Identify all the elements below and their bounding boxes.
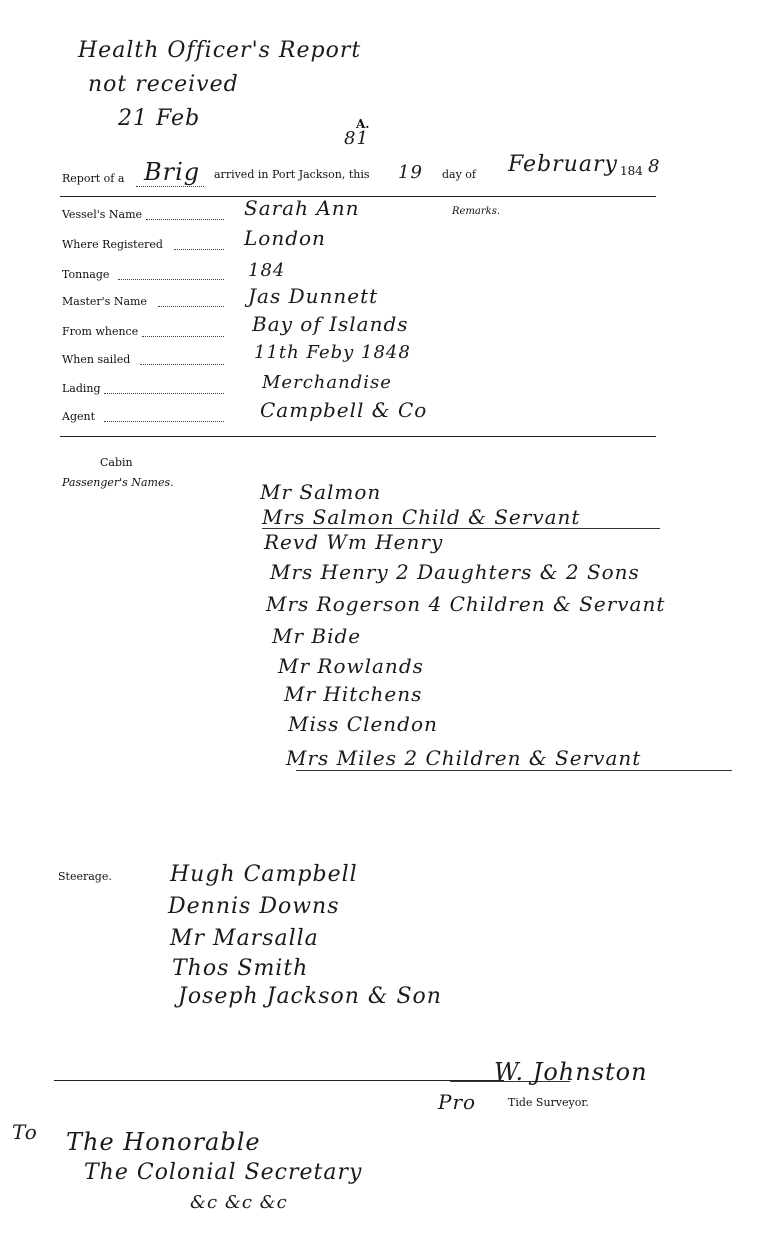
cabin-passenger: Mrs Miles 2 Children & Servant [286,746,642,770]
cabin-passenger: Mr Bide [272,624,362,648]
fields-rule [60,436,656,437]
field-value-from-whence: Bay of Islands [252,312,409,336]
steerage-passenger: Hugh Campbell [170,862,358,887]
field-dots [146,219,224,220]
signature-pro: Pro [438,1090,477,1114]
address-line1: The Honorable [66,1128,261,1156]
health-officer-note-line2: not received [88,72,239,97]
field-label-masters-name: Master's Name [62,295,147,308]
field-value-tonnage: 184 [248,260,286,281]
field-value-lading: Merchandise [262,372,392,393]
field-dots [118,279,224,280]
field-label-vessel-name: Vessel's Name [62,208,143,221]
signature-rule [54,1080,504,1081]
signature-title: Tide Surveyor. [508,1096,589,1109]
underline-stroke [296,770,732,771]
steerage-passenger: Mr Marsalla [170,926,319,951]
field-dots [140,364,224,365]
address-line2: The Colonial Secretary [84,1160,363,1185]
field-dots [104,393,224,394]
cabin-passenger: Revd Wm Henry [264,530,444,554]
field-value-when-sailed: 11th Feby 1848 [254,342,411,363]
field-label-tonnage: Tonnage [62,268,110,281]
field-label-when-sailed: When sailed [62,353,131,366]
address-line3: &c &c &c [190,1192,288,1213]
cabin-passenger: Mr Rowlands [278,654,424,678]
cabin-passenger: Miss Clendon [288,712,438,736]
report-of-label: Report of a [62,172,125,185]
vessel-type-dotline [136,186,204,187]
year-prefix: 184 [620,164,643,178]
arrival-month: February [508,152,618,177]
cabin-passenger: Mr Salmon [260,480,382,504]
field-label-where-registered: Where Registered [62,238,163,251]
steerage-passenger: Thos Smith [172,956,309,981]
form-code: A. [356,117,370,131]
remarks-label: Remarks. [452,206,501,217]
field-value-agent: Campbell & Co [260,398,428,422]
arrived-label: arrived in Port Jackson, this [214,168,370,181]
cabin-passenger: Mr Hitchens [284,682,423,706]
steerage-label: Steerage. [58,870,112,883]
field-value-masters-name: Jas Dunnett [248,284,379,308]
field-label-agent: Agent [62,410,95,423]
cabin-passenger: Mrs Henry 2 Daughters & 2 Sons [270,560,640,584]
field-dots [104,421,224,422]
signature-name: W. Johnston [494,1058,648,1086]
address-to: To [12,1120,38,1144]
vessel-type: Brig [144,158,201,186]
field-label-lading: Lading [62,382,101,395]
field-value-where-registered: London [244,226,326,250]
cabin-passenger: Mrs Salmon Child & Servant [262,505,581,529]
steerage-passenger: Joseph Jackson & Son [178,984,442,1009]
underline-stroke [262,528,660,529]
field-label-from-whence: From whence [62,325,139,338]
field-value-vessel-name: Sarah Ann [244,196,360,220]
cabin-passenger: Mrs Rogerson 4 Children & Servant [266,592,666,616]
health-officer-note-date: 21 Feb [118,106,201,131]
day-of-label: day of [442,168,477,181]
year-suffix: 8 [648,156,661,177]
arrival-day: 19 [398,162,423,183]
field-dots [158,306,224,307]
form-number: 81 [344,128,369,149]
field-dots [174,249,224,250]
cabin-label: Cabin [100,456,133,469]
passengers-label: Passenger's Names. [62,476,174,489]
field-dots [142,336,224,337]
steerage-passenger: Dennis Downs [168,894,340,919]
health-officer-note-line1: Health Officer's Report [78,38,362,63]
